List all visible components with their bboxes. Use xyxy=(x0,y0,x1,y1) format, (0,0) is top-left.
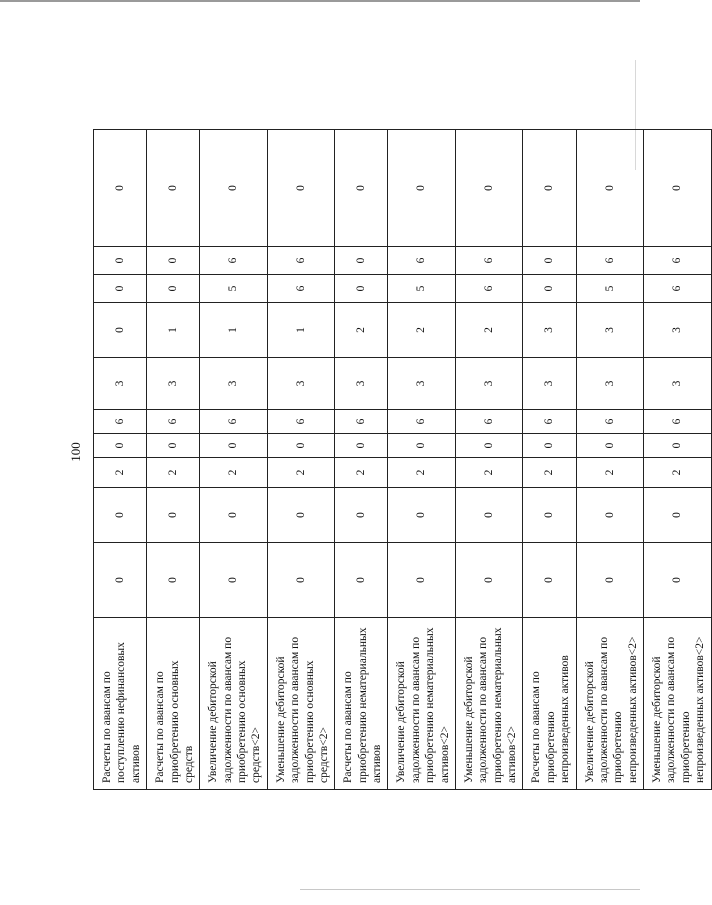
code-cell: 0 xyxy=(200,434,268,458)
accounts-table xyxy=(93,129,712,790)
code-cell: 0 xyxy=(576,488,644,543)
code-cell: 0 xyxy=(267,543,335,618)
code-cell: 1 xyxy=(200,303,268,358)
code-cell: 0 xyxy=(644,488,712,543)
code-cell: 2 xyxy=(147,458,200,488)
code-cell: 0 xyxy=(523,434,576,458)
code-cell: 3 xyxy=(523,358,576,410)
code-cell: 0 xyxy=(267,130,335,247)
code-cell: 0 xyxy=(147,247,200,275)
code-cell: 0 xyxy=(455,434,523,458)
row-label: Расчеты по авансам по приобретению непроизведенных активов xyxy=(523,618,576,790)
code-cell: 0 xyxy=(94,130,147,247)
code-cell: 2 xyxy=(388,303,456,358)
code-cell: 3 xyxy=(576,303,644,358)
code-cell: 0 xyxy=(147,543,200,618)
code-cell: 0 xyxy=(147,488,200,543)
code-cell: 6 xyxy=(455,410,523,434)
code-cell: 0 xyxy=(523,543,576,618)
code-cell: 0 xyxy=(455,130,523,247)
code-cell: 0 xyxy=(576,543,644,618)
code-cell: 6 xyxy=(455,275,523,303)
table-row xyxy=(388,130,456,790)
code-cell: 2 xyxy=(335,458,388,488)
code-cell: 0 xyxy=(335,543,388,618)
code-cell: 6 xyxy=(388,247,456,275)
code-cell: 0 xyxy=(335,434,388,458)
code-cell: 0 xyxy=(644,543,712,618)
code-cell: 6 xyxy=(267,410,335,434)
code-cell: 2 xyxy=(94,458,147,488)
table-row xyxy=(94,130,147,790)
code-cell: 6 xyxy=(200,247,268,275)
code-cell: 0 xyxy=(147,434,200,458)
code-cell: 3 xyxy=(267,358,335,410)
code-cell: 0 xyxy=(335,247,388,275)
code-cell: 0 xyxy=(94,247,147,275)
code-cell: 0 xyxy=(94,303,147,358)
code-cell: 0 xyxy=(523,247,576,275)
code-cell: 2 xyxy=(576,458,644,488)
code-cell: 0 xyxy=(335,130,388,247)
code-cell: 3 xyxy=(644,303,712,358)
table-row xyxy=(523,130,576,790)
code-cell: 3 xyxy=(335,358,388,410)
code-cell: 0 xyxy=(523,275,576,303)
code-cell: 0 xyxy=(335,488,388,543)
code-cell: 3 xyxy=(147,358,200,410)
code-cell: 0 xyxy=(94,275,147,303)
code-cell: 2 xyxy=(455,458,523,488)
table-row xyxy=(335,130,388,790)
code-cell: 5 xyxy=(200,275,268,303)
row-label: Уменьшение дебиторской задолженности по авансам по приобретению основных средств<2> xyxy=(267,618,335,790)
code-cell: 1 xyxy=(147,303,200,358)
code-cell: 2 xyxy=(267,458,335,488)
row-label: Расчеты по авансам по приобретению нематериальных активов xyxy=(335,618,388,790)
code-cell: 1 xyxy=(267,303,335,358)
table-row xyxy=(147,130,200,790)
code-cell: 0 xyxy=(94,543,147,618)
code-cell: 0 xyxy=(200,488,268,543)
code-cell: 6 xyxy=(644,275,712,303)
code-cell: 0 xyxy=(576,130,644,247)
code-cell: 6 xyxy=(644,410,712,434)
code-cell: 0 xyxy=(200,130,268,247)
row-label: Увеличение дебиторской задолженности по авансам по приобретению непроизведенных активов<2> xyxy=(576,618,644,790)
row-label: Увеличение дебиторской задолженности по авансам по приобретению основных средств<2> xyxy=(200,618,268,790)
code-cell: 0 xyxy=(388,543,456,618)
row-label: Увеличение дебиторской задолженности по авансам по приобретению нематериальных активов<2> xyxy=(388,618,456,790)
code-cell: 0 xyxy=(147,130,200,247)
code-cell: 0 xyxy=(455,543,523,618)
page-number: 100 xyxy=(68,442,83,462)
code-cell: 6 xyxy=(335,410,388,434)
code-cell: 2 xyxy=(335,303,388,358)
row-label: Расчеты по авансам по поступлению нефинансовых активов xyxy=(94,618,147,790)
code-cell: 0 xyxy=(523,488,576,543)
code-cell: 0 xyxy=(94,488,147,543)
code-cell: 3 xyxy=(200,358,268,410)
code-cell: 2 xyxy=(644,458,712,488)
code-cell: 6 xyxy=(576,247,644,275)
accounts-table-rotated xyxy=(93,130,707,790)
code-cell: 6 xyxy=(644,247,712,275)
code-cell: 2 xyxy=(200,458,268,488)
code-cell: 0 xyxy=(388,488,456,543)
code-cell: 0 xyxy=(147,275,200,303)
code-cell: 0 xyxy=(388,130,456,247)
code-cell: 6 xyxy=(388,410,456,434)
code-cell: 0 xyxy=(455,488,523,543)
code-cell: 6 xyxy=(523,410,576,434)
row-label: Уменьшение дебиторской задолженности по авансам по приобретению нематериальных активов<2> xyxy=(455,618,523,790)
scan-bottom-edge xyxy=(300,889,640,890)
code-cell: 0 xyxy=(523,130,576,247)
row-label: Расчеты по авансам по приобретению основных средств xyxy=(147,618,200,790)
code-cell: 6 xyxy=(455,247,523,275)
code-cell: 2 xyxy=(523,458,576,488)
code-cell: 6 xyxy=(147,410,200,434)
code-cell: 5 xyxy=(576,275,644,303)
code-cell: 6 xyxy=(94,410,147,434)
table-row xyxy=(576,130,644,790)
table-row xyxy=(455,130,523,790)
code-cell: 5 xyxy=(388,275,456,303)
code-cell: 6 xyxy=(576,410,644,434)
code-cell: 3 xyxy=(388,358,456,410)
table-row xyxy=(267,130,335,790)
code-cell: 6 xyxy=(267,247,335,275)
code-cell: 3 xyxy=(455,358,523,410)
code-cell: 0 xyxy=(644,130,712,247)
scan-top-edge xyxy=(0,0,640,2)
code-cell: 6 xyxy=(200,410,268,434)
code-cell: 0 xyxy=(644,434,712,458)
code-cell: 3 xyxy=(523,303,576,358)
code-cell: 6 xyxy=(267,275,335,303)
code-cell: 3 xyxy=(644,358,712,410)
code-cell: 0 xyxy=(267,488,335,543)
code-cell: 3 xyxy=(94,358,147,410)
code-cell: 2 xyxy=(388,458,456,488)
code-cell: 2 xyxy=(455,303,523,358)
code-cell: 3 xyxy=(576,358,644,410)
row-label: Уменьшение дебиторской задолженности по авансам по приобретению непроизведенных активов<2> xyxy=(644,618,712,790)
table-row xyxy=(200,130,268,790)
code-cell: 0 xyxy=(200,543,268,618)
code-cell: 0 xyxy=(335,275,388,303)
code-cell: 0 xyxy=(388,434,456,458)
code-cell: 0 xyxy=(576,434,644,458)
code-cell: 0 xyxy=(94,434,147,458)
table-row xyxy=(644,130,712,790)
table-body xyxy=(94,130,712,790)
code-cell: 0 xyxy=(267,434,335,458)
